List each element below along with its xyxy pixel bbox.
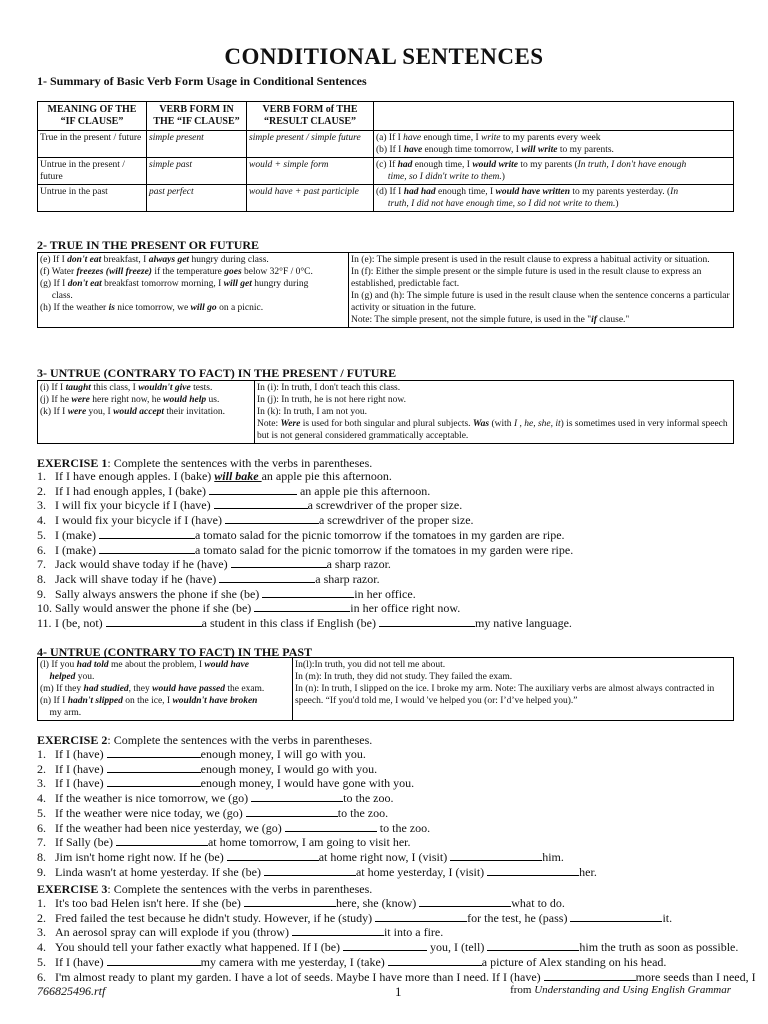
exercise3-label: EXERCISE 3 bbox=[37, 882, 108, 896]
item-number: 6. bbox=[37, 542, 46, 557]
section3-table bbox=[37, 380, 734, 444]
summary-meaning: Untrue in the past bbox=[38, 185, 147, 212]
item-text: Jack will shave today if he (have) a sharp razor. bbox=[55, 571, 380, 586]
section4-examples: (l) If you had told me about the problem, I would have helped you. (m) If they had studied, they would have passed the exam. (n) If I hadn't slipped on the ice, I wouldn't have broken my arm. bbox=[38, 658, 293, 721]
summary-examples: (d) If I had had enough time, I would have written to my parents yesterday. (In truth, I did not have enough time, so I did not write to them.) bbox=[374, 185, 734, 212]
exercise3-heading bbox=[37, 882, 372, 897]
exercise-item bbox=[37, 776, 749, 791]
answer-blank[interactable] bbox=[107, 955, 201, 966]
exercise-item bbox=[37, 572, 749, 587]
summary-table bbox=[37, 101, 734, 212]
summary-if-form: simple present bbox=[147, 131, 247, 158]
section3-heading: 3- UNTRUE (CONTRARY TO FACT) IN THE PRESENT / FUTURE bbox=[37, 366, 397, 380]
footer-source bbox=[510, 984, 731, 996]
item-number: 7. bbox=[37, 835, 46, 850]
item-text: Sally would answer the phone if she (be) in her office right now. bbox=[55, 601, 461, 616]
section4-table bbox=[37, 657, 734, 721]
footer-source-title: Understanding and Using English Grammar bbox=[534, 984, 731, 996]
section3-examples: (i) If I taught this class, I wouldn't give tests. (j) If he were here right now, he would help us. (k) If I were you, I would accept their invitation. bbox=[38, 381, 255, 444]
exercise-item bbox=[37, 850, 749, 865]
summary-row bbox=[38, 185, 734, 212]
item-number: 11. bbox=[37, 616, 52, 631]
answer-blank[interactable] bbox=[219, 572, 315, 583]
answer-blank[interactable] bbox=[214, 498, 308, 509]
answer-blank[interactable] bbox=[246, 806, 338, 817]
item-number: 7. bbox=[37, 557, 46, 572]
item-number: 1. bbox=[37, 469, 46, 483]
section2-notes: In (e): The simple present is used in the result clause to express a habitual activity or situation. In (f): Either the simple present or the simple future is used in the result clause to express an established, predictable fact. In (g) and (h): The simple future is used in the result clause when the sentence concerns a particular activity or situation in the future. Note: The simple present, not the simple future, is used in the "if clause." bbox=[349, 253, 734, 328]
summary-row bbox=[38, 131, 734, 158]
page-number: 1 bbox=[395, 984, 402, 999]
summary-result-form: would have + past participle bbox=[247, 185, 374, 212]
item-text: Jim isn't home right now. If he (be) at home right now, I (visit) him. bbox=[55, 849, 564, 864]
footer-source-prefix: from bbox=[510, 984, 535, 996]
item-number: 2. bbox=[37, 761, 46, 776]
item-number: 10. bbox=[37, 601, 52, 616]
exercise-item bbox=[37, 911, 749, 926]
section2-heading: 2- TRUE IN THE PRESENT OR FUTURE bbox=[37, 238, 260, 252]
summary-result-form: would + simple form bbox=[247, 158, 374, 185]
section3-notes: In (i): In truth, I don't teach this class. In (j): In truth, he is not here right now. In (k): In truth, I am not you. Note: Were is used for both singular and plural subjects. Was (with I , he, she, it) is sometimes used in very informal speech but is not general considered grammatically acceptable. bbox=[255, 381, 734, 444]
page-title: CONDITIONAL SENTENCES bbox=[224, 44, 544, 69]
item-text: Fred failed the test because he didn't study. However, if he (study) for the test, he (pass) it. bbox=[55, 910, 673, 925]
answer-blank[interactable] bbox=[254, 601, 350, 612]
exercise-item bbox=[37, 865, 749, 880]
exercise2-instruction: : Complete the sentences with the verbs in parentheses. bbox=[107, 733, 373, 747]
item-text: If I had enough apples, I (bake) an apple pie this afternoon. bbox=[55, 483, 431, 498]
exercise-item bbox=[37, 806, 749, 821]
summary-result-form: simple present / simple future bbox=[247, 131, 374, 158]
exercise-item bbox=[37, 940, 749, 955]
exercise-item bbox=[37, 484, 749, 499]
item-text: If I (have) enough money, I will go with you. bbox=[55, 747, 366, 761]
exercise-item bbox=[37, 955, 749, 970]
exercise-item bbox=[37, 601, 749, 616]
item-text: If Sally (be) at home tomorrow, I am going to visit her. bbox=[55, 835, 411, 850]
answer-blank[interactable] bbox=[231, 557, 327, 568]
item-number: 2. bbox=[37, 483, 46, 498]
exercise-item bbox=[37, 587, 749, 602]
answer-blank[interactable] bbox=[106, 616, 202, 627]
answer-blank[interactable] bbox=[107, 747, 201, 758]
item-number: 5. bbox=[37, 805, 46, 820]
summary-examples: (c) If had enough time, I would write to my parents (In truth, I don't have enough time, so I didn't write to them.) bbox=[374, 158, 734, 185]
item-number: 8. bbox=[37, 849, 46, 864]
sample-answer: will bake bbox=[214, 469, 262, 483]
exercise2-heading bbox=[37, 733, 372, 748]
item-text: It's too bad Helen isn't here. If she (be) here, she (know) what to do. bbox=[55, 896, 565, 910]
answer-blank[interactable] bbox=[116, 835, 208, 846]
summary-meaning: Untrue in the present / future bbox=[38, 158, 147, 185]
exercise-item bbox=[37, 498, 749, 513]
answer-blank[interactable] bbox=[244, 896, 336, 907]
item-text: I would fix your bicycle if I (have) a screwdriver of the proper size. bbox=[55, 513, 474, 528]
exercise-item bbox=[37, 528, 749, 543]
item-text: If I have enough apples. I (bake) will bake an apple pie this afternoon. bbox=[55, 469, 392, 483]
answer-blank[interactable] bbox=[487, 865, 579, 876]
answer-blank[interactable] bbox=[225, 513, 319, 524]
answer-blank[interactable] bbox=[251, 791, 343, 802]
exercise-item bbox=[37, 821, 749, 836]
item-text: An aerosol spray can will explode if you (throw) it into a fire. bbox=[55, 925, 444, 940]
answer-blank[interactable] bbox=[107, 776, 201, 787]
item-text: If the weather is nice tomorrow, we (go) to the zoo. bbox=[55, 791, 394, 806]
item-text: I'm almost ready to plant my garden. I have a lot of seeds. Maybe I have more than I need. If I (have) more seeds than I need, I bbox=[55, 969, 756, 984]
item-text: If I (have) enough money, I would go with you. bbox=[55, 761, 378, 776]
footer-filename: 766825496.rtf bbox=[37, 984, 106, 998]
summary-header-if-form: VERB FORM IN THE “IF CLAUSE” bbox=[147, 102, 247, 131]
answer-blank[interactable] bbox=[450, 850, 542, 861]
item-text: Sally always answers the phone if she (be) in her office. bbox=[55, 586, 416, 601]
item-number: 5. bbox=[37, 954, 46, 969]
item-text: If the weather had been nice yesterday, we (go) to the zoo. bbox=[55, 820, 431, 835]
exercise1-label: EXERCISE 1 bbox=[37, 456, 108, 470]
item-number: 1. bbox=[37, 747, 46, 761]
item-number: 5. bbox=[37, 527, 46, 542]
item-number: 4. bbox=[37, 513, 46, 528]
item-text: If I (have) my camera with me yesterday, I (take) a picture of Alex standing on his head. bbox=[55, 954, 667, 969]
answer-blank[interactable] bbox=[544, 970, 636, 981]
answer-blank[interactable] bbox=[487, 940, 579, 951]
answer-blank[interactable] bbox=[419, 896, 511, 907]
summary-header-empty bbox=[374, 102, 734, 131]
answer-blank[interactable] bbox=[107, 762, 201, 773]
item-text: If I (have) enough money, I would have gone with you. bbox=[55, 776, 415, 791]
answer-blank[interactable] bbox=[227, 850, 319, 861]
summary-if-form: past perfect bbox=[147, 185, 247, 212]
section4-heading: 4- UNTRUE (CONTRARY TO FACT) IN THE PAST bbox=[37, 645, 313, 659]
item-number: 3. bbox=[37, 498, 46, 513]
item-number: 9. bbox=[37, 586, 46, 601]
answer-blank[interactable] bbox=[285, 821, 377, 832]
item-number: 8. bbox=[37, 571, 46, 586]
answer-blank[interactable] bbox=[379, 616, 475, 627]
summary-header-row bbox=[38, 102, 734, 131]
item-text: Linda wasn't at home yesterday. If she (be) at home yesterday, I (visit) her. bbox=[55, 864, 597, 879]
exercise-item bbox=[37, 747, 749, 762]
answer-blank[interactable] bbox=[262, 587, 354, 598]
section4-notes: In(l):In truth, you did not tell me about. In (m): In truth, they did not study. They failed the exam. In (n): In truth, I slipped on the ice. I broke my arm. Note: The auxiliary verbs are almost always contracted in speech. “If you'd told me, I would 've helped you (or: I’d’ve helped you).” bbox=[293, 658, 734, 721]
exercise3-list bbox=[37, 896, 756, 984]
section2-table bbox=[37, 252, 734, 328]
answer-blank[interactable] bbox=[264, 865, 356, 876]
exercise2-label: EXERCISE 2 bbox=[37, 733, 108, 747]
item-number: 3. bbox=[37, 776, 46, 791]
summary-header-result-form: VERB FORM of THE “RESULT CLAUSE” bbox=[247, 102, 374, 131]
answer-blank[interactable] bbox=[570, 911, 662, 922]
exercise-item bbox=[37, 557, 749, 572]
exercise-item bbox=[37, 835, 749, 850]
item-text: Jack would shave today if he (have) a sharp razor. bbox=[55, 557, 391, 572]
item-text: I (be, not) a student in this class if English (be) my native language. bbox=[55, 616, 572, 631]
exercise-item bbox=[37, 762, 749, 777]
exercise-item bbox=[37, 896, 749, 911]
exercise-item bbox=[37, 791, 749, 806]
answer-blank[interactable] bbox=[209, 484, 297, 495]
item-text: You should tell your father exactly what happened. If I (be) you, I (tell) him the truth as soon as possible. bbox=[55, 940, 739, 955]
answer-blank[interactable] bbox=[99, 543, 195, 554]
exercise-item bbox=[37, 925, 749, 940]
exercise3-instruction: : Complete the sentences with the verbs in parentheses. bbox=[107, 882, 373, 896]
item-text: I will fix your bicycle if I (have) a screwdriver of the proper size. bbox=[55, 498, 463, 513]
summary-if-form: simple past bbox=[147, 158, 247, 185]
summary-header-meaning: MEANING OF THE “IF CLAUSE” bbox=[38, 102, 147, 131]
answer-blank[interactable] bbox=[375, 911, 467, 922]
item-number: 4. bbox=[37, 940, 46, 955]
answer-blank[interactable] bbox=[292, 925, 384, 936]
item-number: 9. bbox=[37, 864, 46, 879]
item-number: 2. bbox=[37, 910, 46, 925]
item-text: I (make) a tomato salad for the picnic tomorrow if the tomatoes in my garden are ripe. bbox=[55, 527, 565, 542]
summary-meaning: True in the present / future bbox=[38, 131, 147, 158]
item-number: 6. bbox=[37, 969, 46, 984]
section2-examples: (e) If I don't eat breakfast, I always get hungry during class. (f) Water freezes (will freeze) if the temperature goes below 32°F / 0°C. (g) If I don't eat breakfast tomorrow morning, I will get hungry during class. (h) If the weather is nice tomorrow, we will go on a picnic. bbox=[38, 253, 349, 328]
item-number: 3. bbox=[37, 925, 46, 940]
item-number: 1. bbox=[37, 896, 46, 910]
exercise1-list bbox=[37, 470, 749, 631]
item-text: If the weather were nice today, we (go) to the zoo. bbox=[55, 805, 389, 820]
exercise-item bbox=[37, 616, 749, 631]
answer-blank[interactable] bbox=[388, 955, 482, 966]
exercise2-list bbox=[37, 747, 749, 879]
exercise-item bbox=[37, 513, 749, 528]
summary-row bbox=[38, 158, 734, 185]
exercise1-instruction: : Complete the sentences with the verbs in parentheses. bbox=[107, 456, 373, 470]
answer-blank[interactable] bbox=[99, 528, 195, 539]
summary-examples: (a) If I have enough time, I write to my parents every week (b) If I have enough time tomorrow, I will write to my parents. bbox=[374, 131, 734, 158]
exercise-item bbox=[37, 969, 756, 985]
item-number: 4. bbox=[37, 791, 46, 806]
exercise-item bbox=[37, 470, 749, 484]
answer-blank[interactable] bbox=[343, 940, 427, 951]
item-text: I (make) a tomato salad for the picnic tomorrow if the tomatoes in my garden were ripe. bbox=[55, 542, 574, 557]
exercise-item bbox=[37, 543, 749, 558]
item-number: 6. bbox=[37, 820, 46, 835]
section1-heading: 1- Summary of Basic Verb Form Usage in Conditional Sentences bbox=[37, 74, 367, 88]
